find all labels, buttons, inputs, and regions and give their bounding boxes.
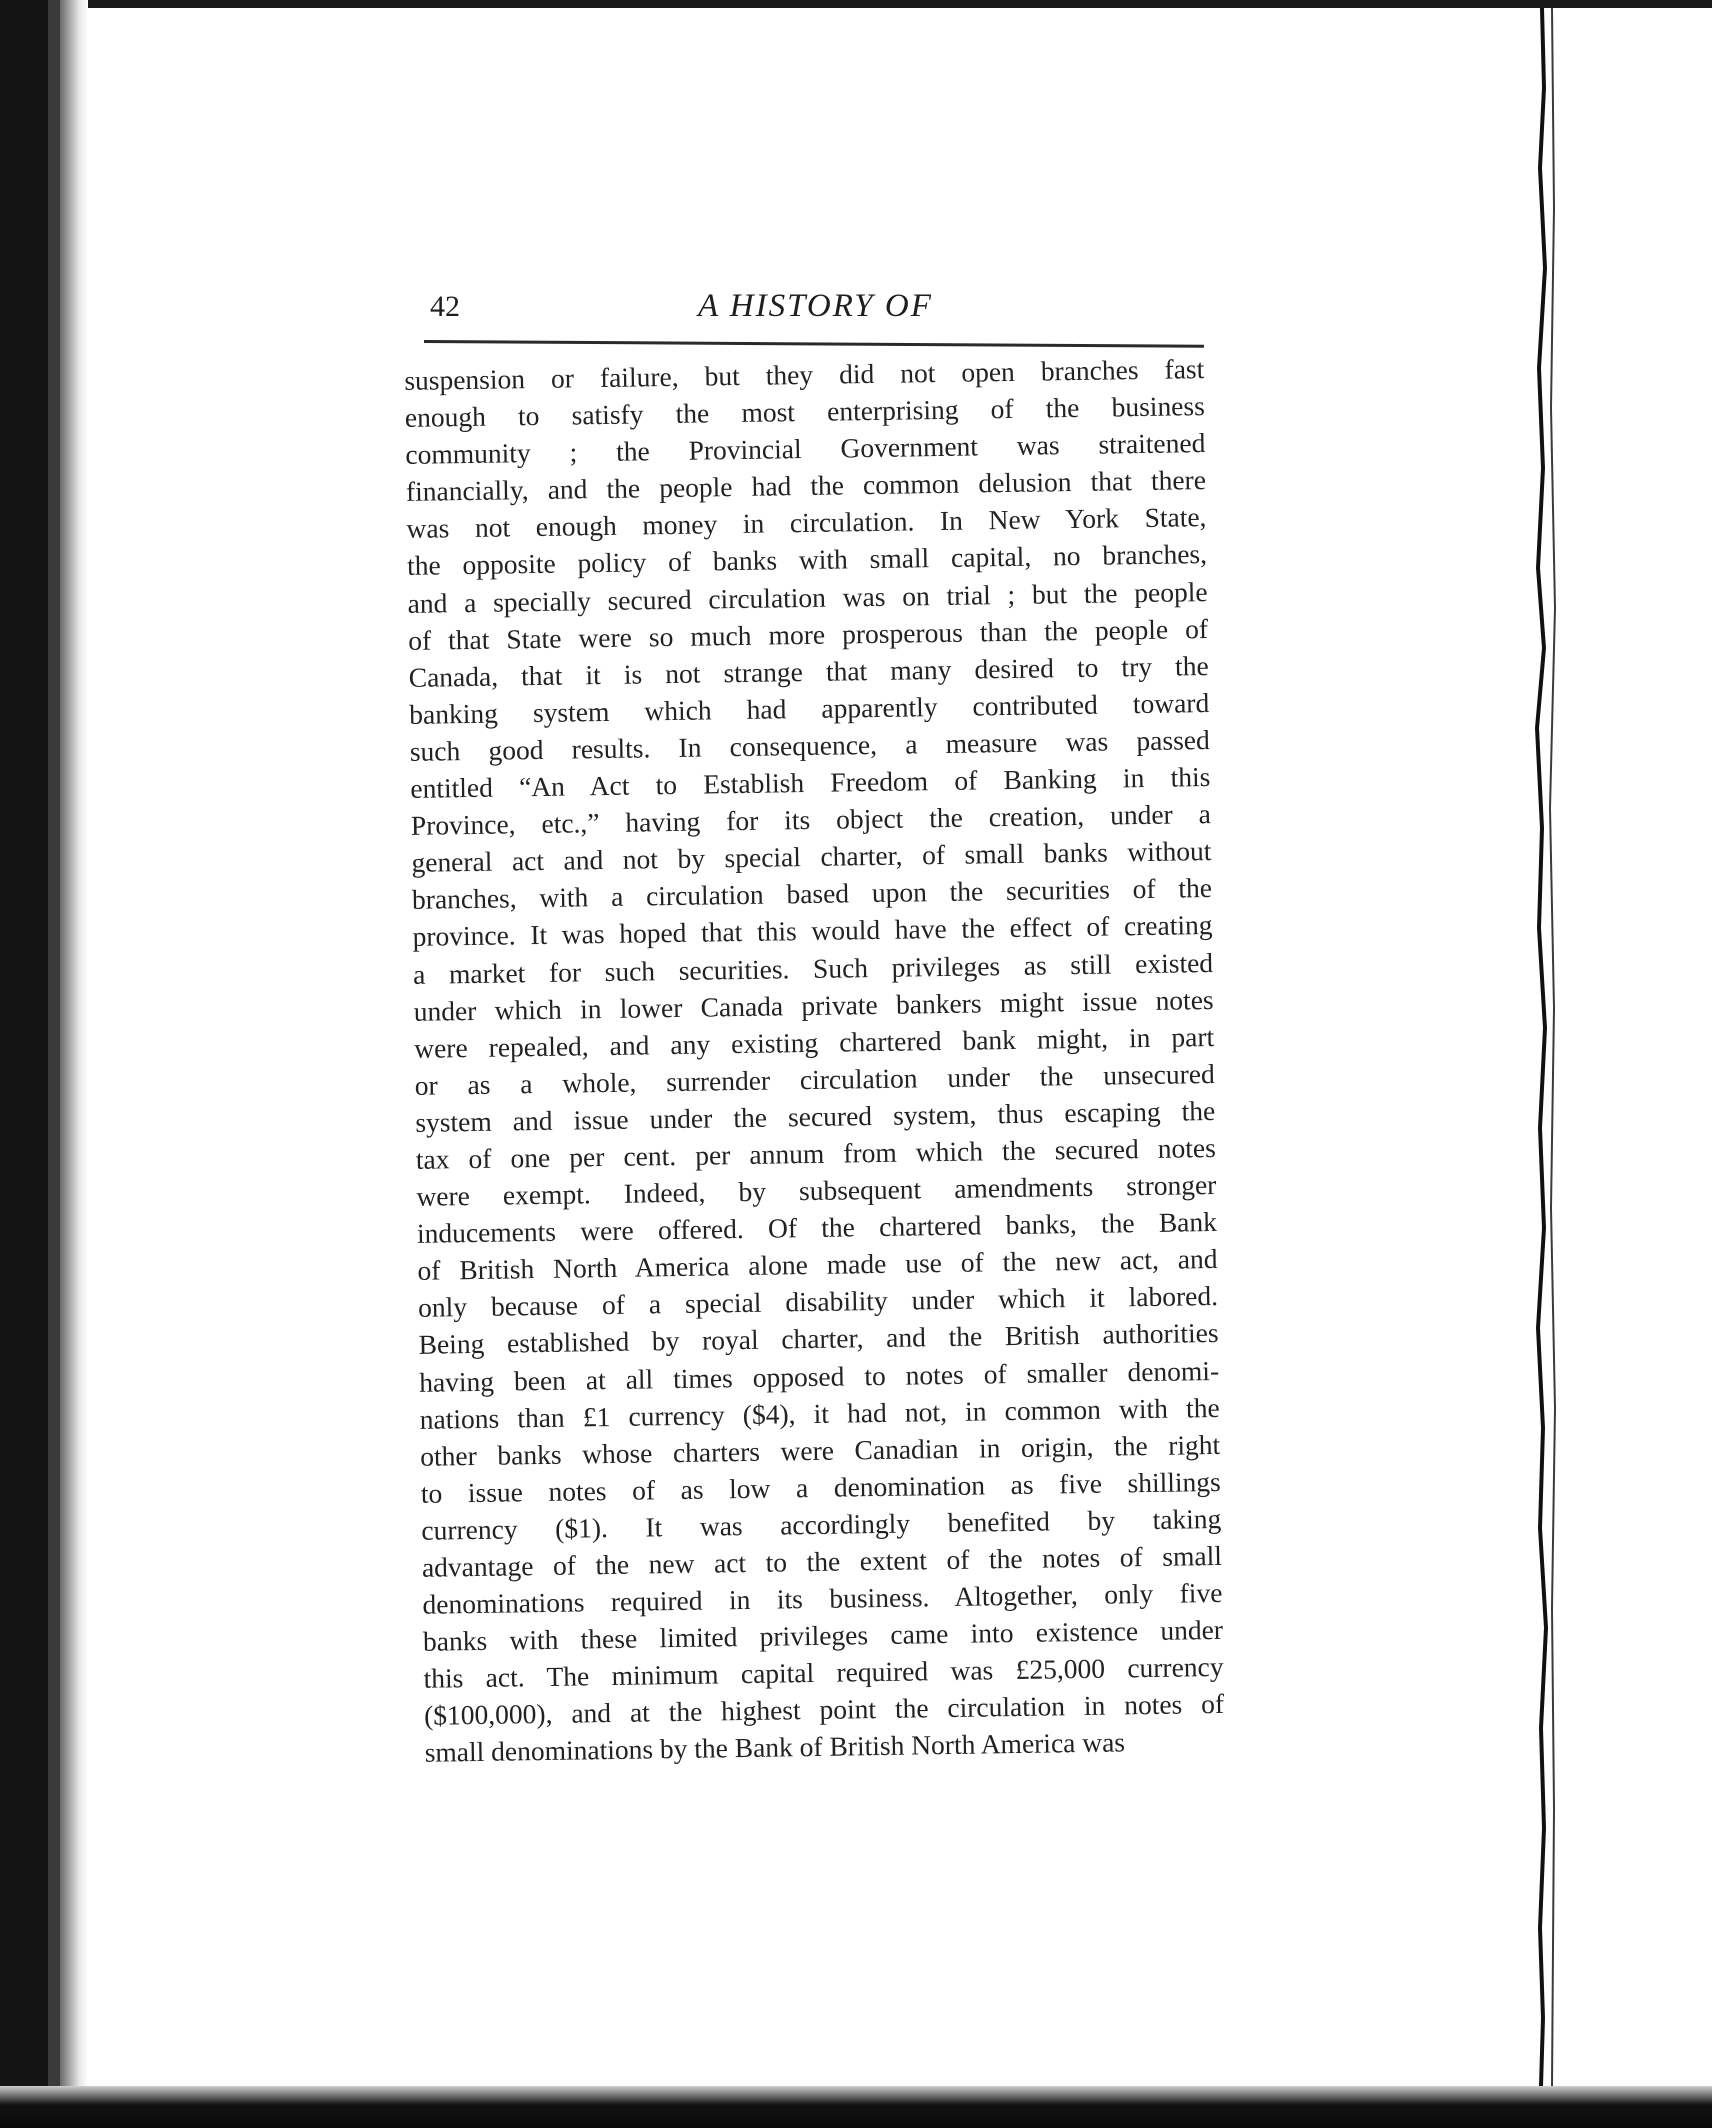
page-number: 42	[430, 290, 460, 323]
text-line: general act and not by special charter, of small banks without	[411, 835, 1212, 879]
text-line: Province, etc.,” having for its object the creation, under a	[410, 798, 1212, 842]
text-line: this act. The minimum capital required was £25,000 currency	[423, 1651, 1224, 1695]
text-line: banks with these limited privileges came into existence under	[422, 1614, 1224, 1657]
running-title: A HISTORY OF	[698, 288, 933, 324]
text-line: of British North America alone made use of the new act, and	[417, 1243, 1218, 1287]
text-line: community ; the Provincial Government was straitened	[405, 427, 1206, 471]
scan-bottom-edge	[0, 2086, 1712, 2128]
body-text	[404, 350, 1225, 1771]
text-line: having been at all times opposed to notes of smaller denomi-	[418, 1354, 1220, 1398]
text-line: entitled “An Act to Establish Freedom of Banking in this	[410, 761, 1211, 804]
book-spine	[0, 0, 48, 2128]
text-line: the opposite policy of banks with small capital, no branches,	[406, 538, 1208, 582]
facing-page	[1540, 8, 1712, 2086]
text-line: banking system which had apparently contributed toward	[409, 686, 1210, 730]
text-line: suspension or failure, but they did not open branches fast	[404, 353, 1205, 396]
scan-top-edge	[0, 0, 1712, 8]
text-line: and a specially secured circulation was on trial ; but the people	[407, 575, 1208, 619]
text-line: or as a whole, surrender circulation under the unsecured	[414, 1057, 1215, 1101]
text-line: only because of a special disability under which it labored.	[417, 1280, 1219, 1324]
text-line: to issue notes of as low a denomination as five shillings	[420, 1465, 1221, 1509]
text-line: of that State were so much more prosperous than the people of	[407, 612, 1209, 656]
gutter-shadow	[60, 0, 88, 2128]
text-line: ($100,000), and at the highest point the circulation in notes of	[423, 1688, 1225, 1732]
text-line: branches, with a circulation based upon the securities of the	[411, 872, 1213, 916]
running-head	[418, 280, 1204, 328]
book-spine-edge	[48, 0, 60, 2128]
header-rule	[424, 340, 1204, 348]
text-line: system and issue under the secured system, thus escaping the	[415, 1094, 1216, 1138]
text-line: other banks whose charters were Canadian in origin, the right	[420, 1428, 1221, 1472]
text-line: Canada, that it is not strange that many desired to try the	[408, 649, 1209, 693]
text-line: were exempt. Indeed, by subsequent amendments stronger	[416, 1169, 1217, 1212]
text-line: nations than £1 currency ($4), it had not, in common with the	[419, 1391, 1220, 1435]
text-line: was not enough money in circulation. In New York State,	[406, 501, 1207, 545]
page-right-edge	[1500, 8, 1560, 2086]
text-line: advantage of the new act to the extent of the notes of small	[421, 1539, 1223, 1583]
text-line: tax of one per cent. per annum from which the secured notes	[415, 1131, 1217, 1175]
text-line: Being established by royal charter, and the British authorities	[418, 1317, 1219, 1361]
text-line: currency ($1). It was accordingly benefited by taking	[421, 1502, 1222, 1546]
text-line: small denominations by the Bank of British North America was	[424, 1726, 1126, 1769]
text-line: were repealed, and any existing chartered bank might, in part	[413, 1020, 1215, 1064]
text-line: under which in lower Canada private bankers might issue notes	[413, 983, 1214, 1027]
text-line: financially, and the people had the common delusion that there	[405, 464, 1207, 508]
text-line: enough to satisfy the most enterprising of the business	[404, 390, 1206, 434]
text-line: denominations required in its business. Altogether, only five	[422, 1577, 1223, 1620]
text-line: inducements were offered. Of the chartered banks, the Bank	[416, 1206, 1218, 1249]
text-line: a market for such securities. Such privileges as still existed	[412, 946, 1214, 990]
text-line: province. It was hoped that this would have the effect of creating	[412, 909, 1213, 953]
text-line: such good results. In consequence, a measure was passed	[409, 723, 1210, 767]
